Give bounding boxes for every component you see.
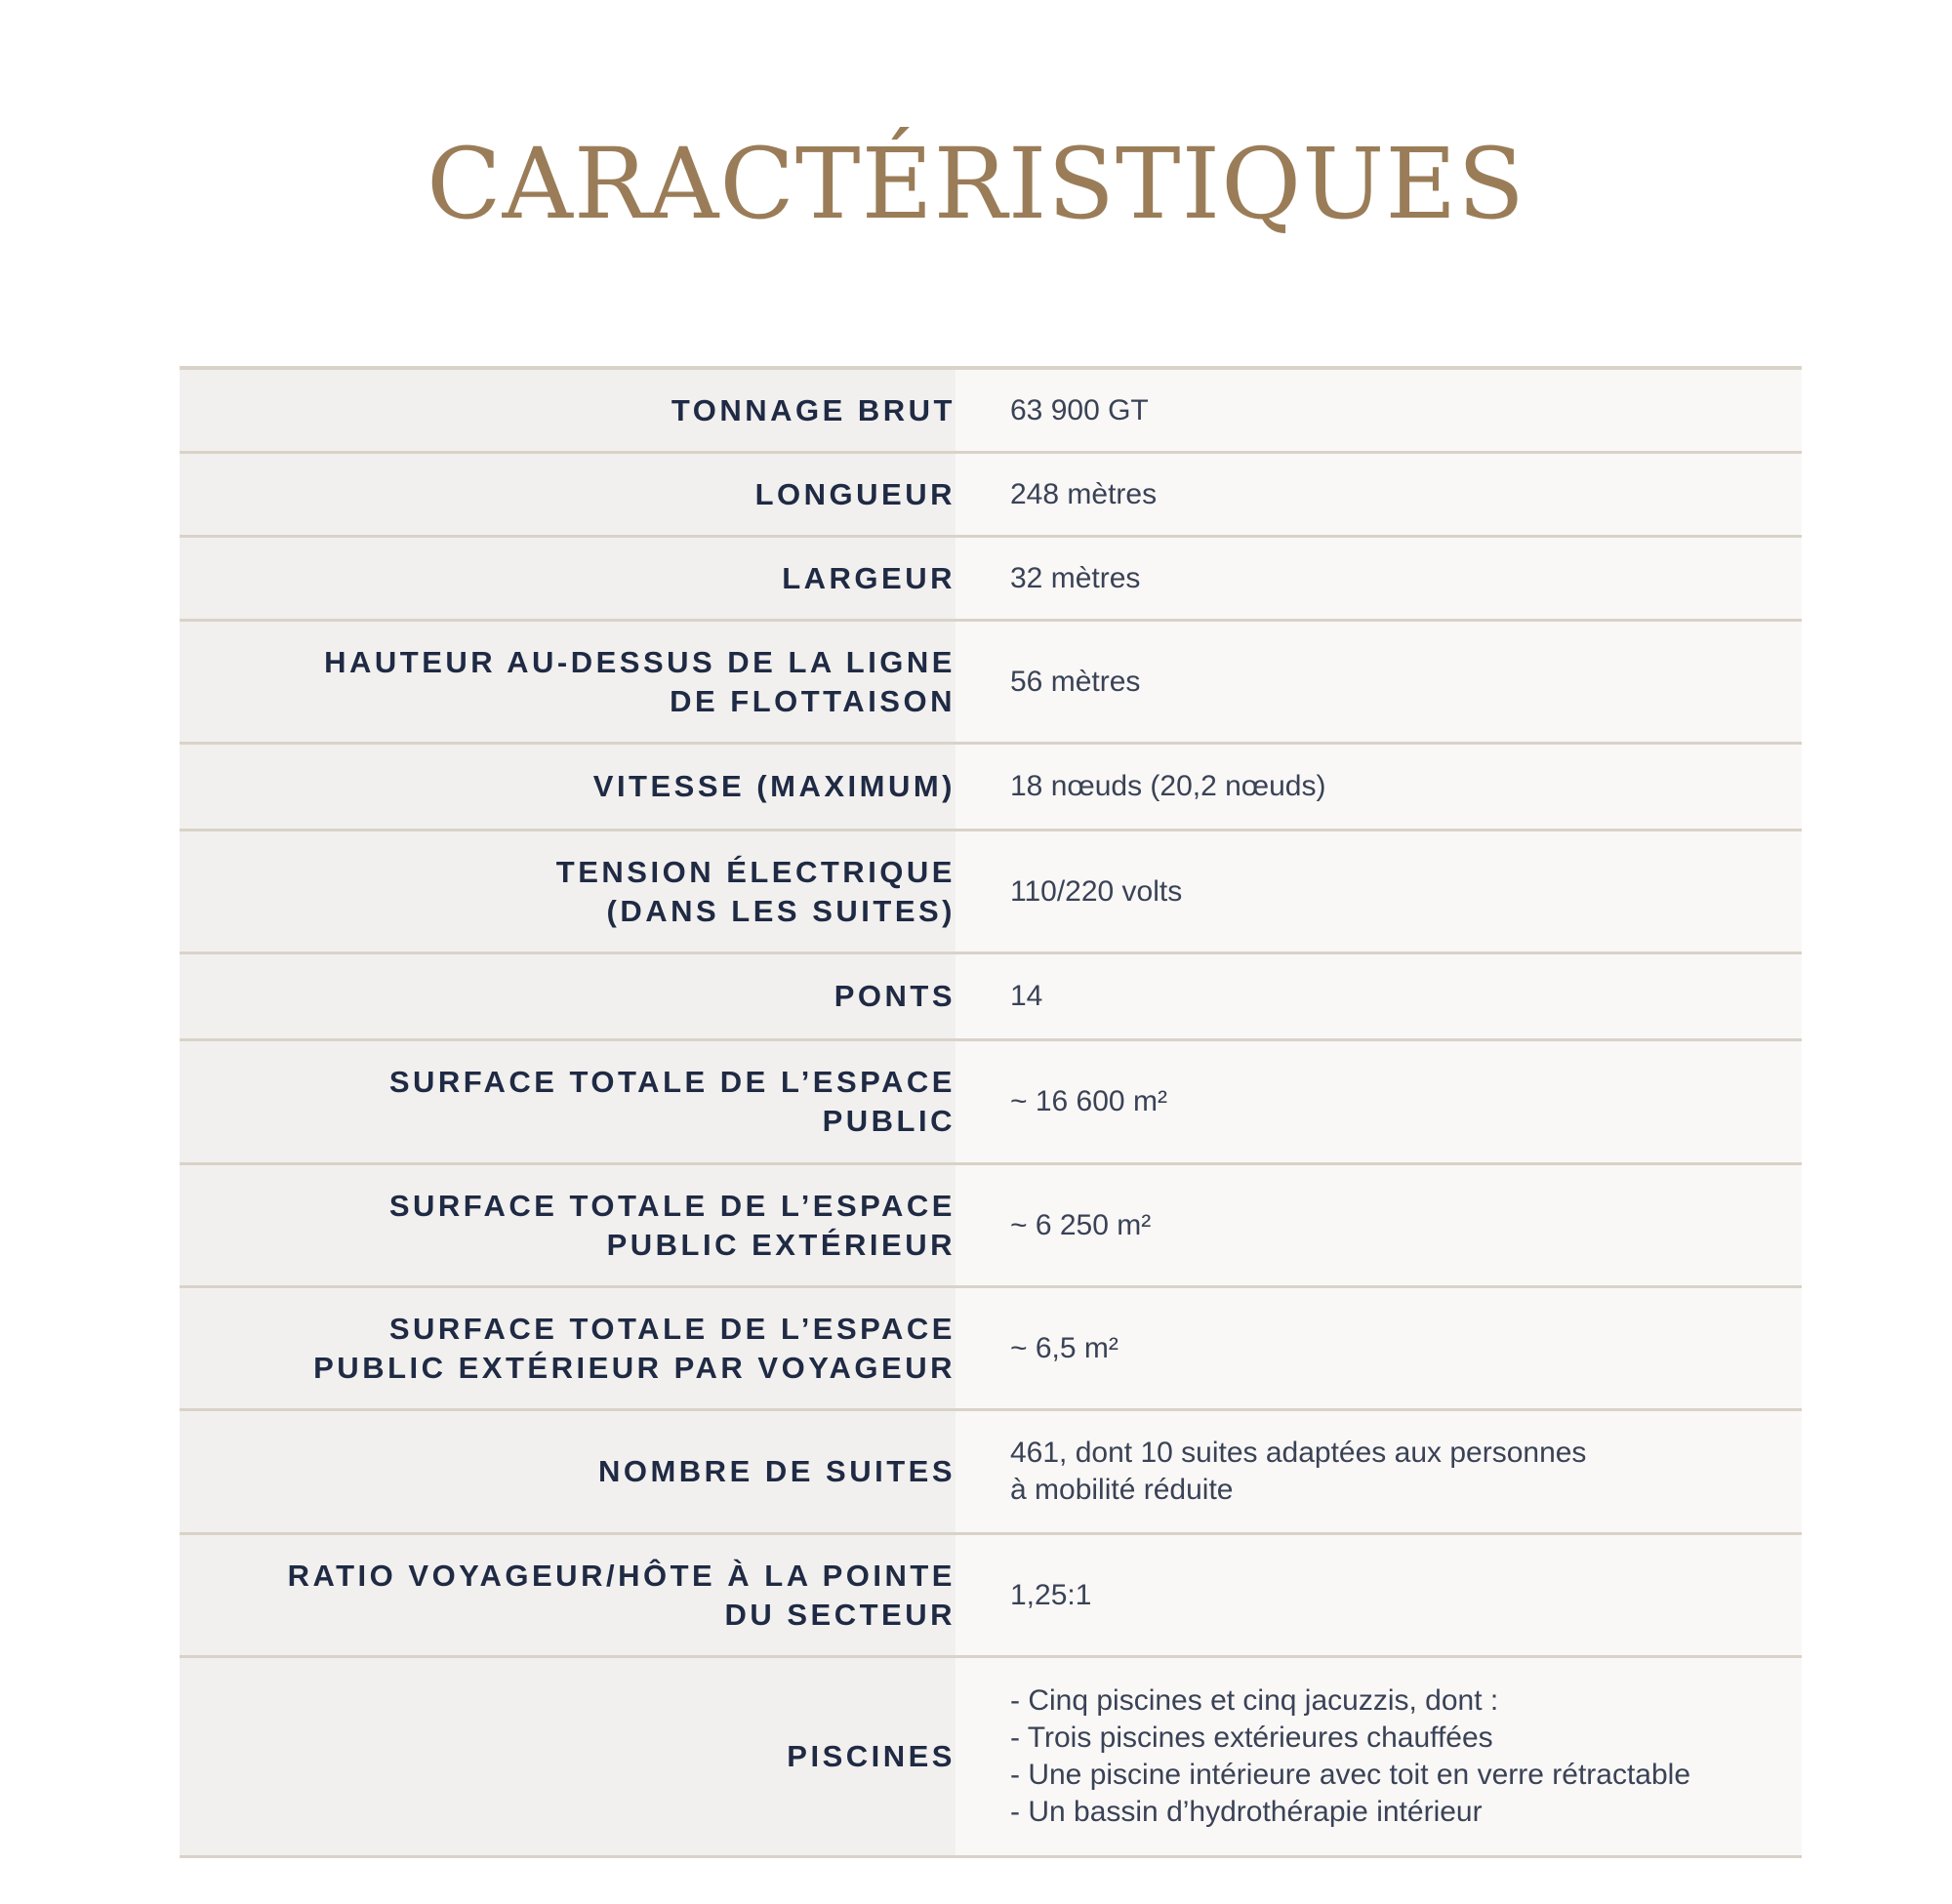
spec-label: LONGUEUR (180, 454, 956, 535)
spec-row-largeur (180, 538, 1802, 622)
spec-row-tonnage (180, 370, 1802, 454)
spec-row-piscines (180, 1658, 1802, 1858)
spec-row-longueur (180, 454, 1802, 538)
spec-row-surface-par-voyageur (180, 1288, 1802, 1411)
spec-table (180, 366, 1802, 1858)
spec-row-vitesse (180, 745, 1802, 831)
page-title: CARACTÉRISTIQUES (427, 127, 1525, 241)
spec-label: RATIO VOYAGEUR/HÔTE À LA POINTE DU SECTEUR (180, 1535, 956, 1655)
spec-value: - Cinq piscines et cinq jacuzzis, dont : - Trois piscines extérieures chauffées - Une piscine intérieure avec toit en verre rétractable - Un bassin d’hydrothérapie intérieur (956, 1658, 1802, 1855)
spec-value: 461, dont 10 suites adaptées aux personnes à mobilité réduite (956, 1411, 1802, 1532)
spec-label: PISCINES (180, 1658, 956, 1855)
spec-label: SURFACE TOTALE DE L’ESPACE PUBLIC (180, 1041, 956, 1162)
spec-value: ~ 6,5 m² (956, 1288, 1802, 1408)
spec-value: 18 nœuds (20,2 nœuds) (956, 745, 1802, 829)
spec-row-ratio (180, 1535, 1802, 1658)
spec-label: HAUTEUR AU-DESSUS DE LA LIGNE DE FLOTTAISON (180, 622, 956, 742)
spec-value: 56 mètres (956, 622, 1802, 742)
spec-label: SURFACE TOTALE DE L’ESPACE PUBLIC EXTÉRIEUR PAR VOYAGEUR (180, 1288, 956, 1408)
spec-row-surface-exterieur (180, 1165, 1802, 1288)
spec-row-hauteur (180, 622, 1802, 745)
spec-value: 1,25:1 (956, 1535, 1802, 1655)
spec-value: 63 900 GT (956, 370, 1802, 451)
spec-label: LARGEUR (180, 538, 956, 619)
spec-value: 14 (956, 954, 1802, 1038)
spec-label: VITESSE (MAXIMUM) (180, 745, 956, 829)
spec-value: 248 mètres (956, 454, 1802, 535)
spec-value: 110/220 volts (956, 831, 1802, 952)
spec-label: TENSION ÉLECTRIQUE (DANS LES SUITES) (180, 831, 956, 952)
spec-row-ponts (180, 954, 1802, 1041)
spec-value: ~ 16 600 m² (956, 1041, 1802, 1162)
spec-row-surface-public (180, 1041, 1802, 1165)
spec-label: NOMBRE DE SUITES (180, 1411, 956, 1532)
spec-label: SURFACE TOTALE DE L’ESPACE PUBLIC EXTÉRIEUR (180, 1165, 956, 1285)
spec-value: ~ 6 250 m² (956, 1165, 1802, 1285)
spec-row-suites (180, 1411, 1802, 1535)
spec-row-tension (180, 831, 1802, 954)
spec-label: PONTS (180, 954, 956, 1038)
spec-value: 32 mètres (956, 538, 1802, 619)
spec-label: TONNAGE BRUT (180, 370, 956, 451)
